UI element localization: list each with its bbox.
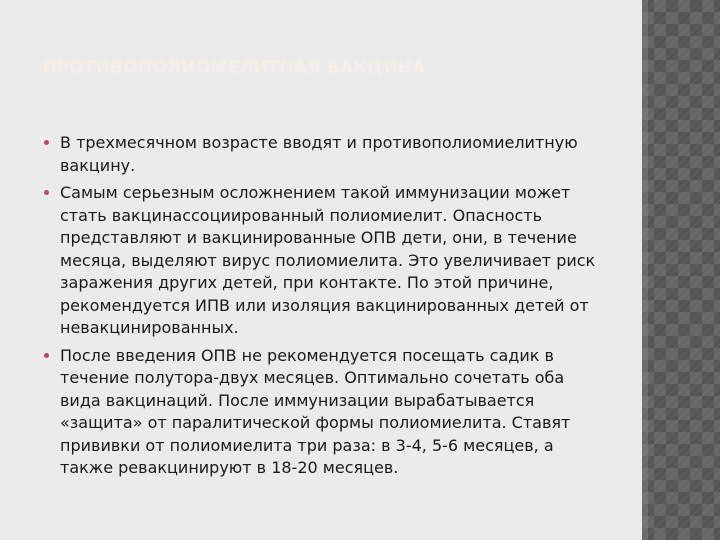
bullet-item-2 bbox=[42, 182, 602, 340]
bullet-text-1: В трехмесячном возрасте вводят и противополиомиелитную вакцину. bbox=[60, 133, 578, 175]
bullet-text-2: Самым серьезным осложнением такой иммунизации может стать вакцинассоциированный полиомиелит. Опасность представляют и вакцинированные ОПВ дети, они, в течение месяца, выделяют вирус полиомиелита. Это увеличивает риск заражения других детей, при контакте. По этой причине, рекомендуется ИПВ или изоляция вакцинированных детей от невакцинированных. bbox=[60, 183, 596, 337]
bullet-item-1 bbox=[42, 132, 602, 177]
bullet-list bbox=[42, 132, 602, 485]
diamond-pattern-panel bbox=[642, 0, 720, 540]
bullet-item-3 bbox=[42, 345, 602, 480]
bullet-dot-icon bbox=[44, 353, 49, 358]
bullet-text-3: После введения ОПВ не рекомендуется посещать садик в течение полутора-двух месяцев. Оптимально сочетать оба вида вакцинаций. После иммунизации вырабатывается «защита» от паралитической формы полиомиелита. Ставят прививки от полиомиелита три раза: в 3-4, 5-6 месяцев, а также ревакцинируют в 18-20 месяцев. bbox=[60, 345, 571, 477]
bullet-dot-icon bbox=[44, 190, 49, 195]
slide-title: ПРОТИВОПОЛИОМЕЛИТНАЯ ВАКЦИНА bbox=[42, 58, 426, 78]
bullet-dot-icon bbox=[44, 140, 49, 145]
pattern-edge-highlight bbox=[642, 0, 648, 540]
